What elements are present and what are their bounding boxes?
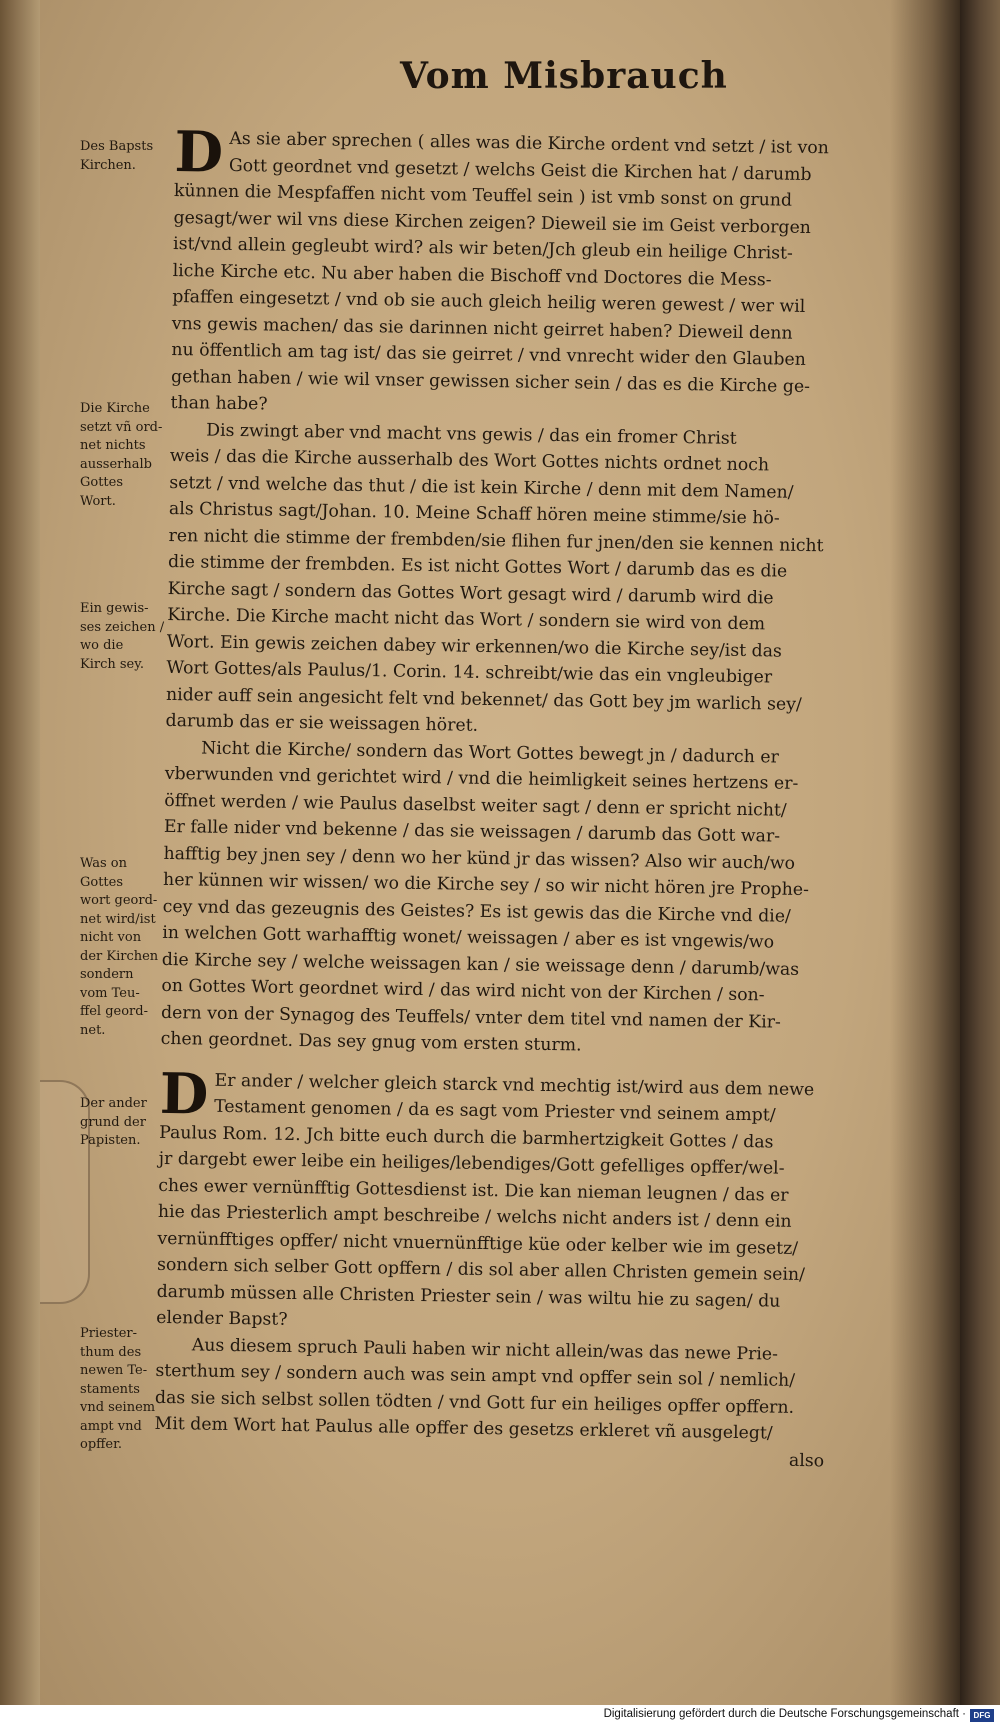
- gloss-line: Die Kirche: [80, 401, 150, 416]
- main-text: [154, 119, 855, 1475]
- text-line: die Kirche sey / welche weissagen kan / sie weissage denn / darumb/was: [161, 949, 800, 980]
- gloss-line: ffel geord-: [80, 1004, 148, 1019]
- text-line: künnen die Mespfaffen nicht vom Teuffel sein ) ist vmb sonst on grund: [173, 180, 793, 211]
- paragraph-1: [170, 119, 854, 427]
- text-line: vns gewis machen/ das sie darinnen nicht geirret haben? Dieweil denn: [171, 313, 793, 344]
- marginal-gloss: [80, 1095, 175, 1151]
- text-line: die stimme der frembden. Es ist nicht Gottes Wort / darumb das es die: [167, 551, 788, 582]
- gloss-line: Priester-: [80, 1326, 138, 1341]
- marginal-gloss: [80, 600, 175, 674]
- text-line: sondern sich selber Gott opffern / dis sol aber allen Christen gemein sein/: [156, 1254, 806, 1286]
- text-line: vberwunden vnd gerichtet wird / vnd die heimligkeit seines hertzens er-: [164, 763, 799, 794]
- gloss-line: nicht von: [80, 930, 142, 945]
- text-line: Mit dem Wort hat Paulus alle opffer des gesetzs erkleret vñ ausgelegt/: [154, 1413, 773, 1444]
- text-line: setzt / vnd welche das thut / die ist kein Kirche / denn mit dem Namen/: [169, 472, 794, 503]
- gloss-line: net nichts: [80, 438, 146, 453]
- marginal-gloss: [80, 855, 175, 1040]
- text-line: Nicht die Kirche/ sondern das Wort Gottes bewegt jn / dadurch er: [201, 737, 779, 768]
- gloss-line: ausserhalb: [80, 456, 152, 472]
- text-line: As sie aber sprechen ( alles was die Kirche ordent vnd setzt / ist von: [229, 128, 829, 159]
- gloss-line: Kirch sey.: [80, 656, 144, 672]
- drop-cap: D: [159, 1060, 209, 1128]
- text-line: dern von der Synagog des Teuffels/ vnter dem titel vnd namen der Kir-: [160, 1002, 781, 1033]
- text-line: than habe?: [170, 392, 268, 415]
- dfg-logo: DFG: [970, 1709, 994, 1722]
- text-line: Dis zwingt aber vnd macht vns gewis / das ein fromer Christ: [206, 420, 737, 449]
- marginal-gloss: [80, 138, 175, 175]
- text-line: öffnet werden / wie Paulus daselbst weiter sagt / denn er spricht nicht/: [164, 790, 787, 821]
- text-line: Paulus Rom. 12. Jch bitte euch durch die barmhertzigkeit Gottes / das: [159, 1122, 774, 1153]
- running-head: Vom Misbrauch: [400, 55, 728, 97]
- text-line: das sie sich selbst sollen tödten / vnd Gott fur ein heiliges opffer opffern.: [154, 1387, 795, 1418]
- gloss-line: der Kirchen: [80, 948, 159, 964]
- gutter-shadow: [890, 0, 960, 1705]
- text-line: Testament genomen / da es sagt vom Priester vnd seinem ampt/: [213, 1096, 776, 1126]
- text-line: Er falle nider vnd bekenne / das sie weissagen / darumb das Gott war-: [163, 816, 781, 847]
- gloss-line: ses zeichen /: [80, 619, 165, 635]
- text-line: sterthum sey / sondern auch was sein ampt vnd opffer sein sol / nemlich/: [155, 1360, 796, 1391]
- text-line: Wort Gottes/als Paulus/1. Corin. 14. schreibt/wie das ein vngleubiger: [166, 657, 773, 688]
- text-line: Gott geordnet vnd gesetzt / welchs Geist die Kirchen hat / darumb: [228, 155, 812, 185]
- gloss-line: newen Te-: [80, 1363, 148, 1378]
- gloss-line: Gottes: [80, 874, 124, 890]
- text-line: Kirche sagt / sondern das Gottes Wort gesagt wird / darumb wird die: [167, 578, 774, 608]
- text-line: weis / das die Kirche ausserhalb des Wort Gottes nichts ordnet noch: [169, 445, 770, 476]
- text-line: hafftig bey jnen sey / denn wo her künd jr das wissen? Also wir auch/wo: [163, 843, 796, 874]
- text-line: gesagt/wer wil vns diese Kirchen zeigen? Dieweil sie im Geist verborgen: [173, 207, 812, 238]
- text-line: darumb das er sie weissagen höret.: [165, 710, 479, 736]
- text-line: her künnen wir wissen/ wo die Kirche sey / so wir nicht hören jre Prophe-: [162, 869, 810, 901]
- text-line: darumb müssen alle Christen Priester sein / was wiltu hie zu sagen/ du: [156, 1281, 781, 1312]
- text-line: vernünfftiges opffer/ nicht vnuernünfftige küe oder kelber wie im gesetz/: [157, 1228, 799, 1259]
- text-line: jr dargebt ewer leibe ein heiliges/lebendiges/Gott gefelliges opffer/wel-: [158, 1148, 785, 1179]
- funding-credit: Digitalisierung gefördert durch die Deutsche Forschungsgemeinschaft ·: [603, 1708, 966, 1720]
- marginal-gloss: [80, 400, 175, 511]
- drop-cap: D: [174, 119, 224, 186]
- gloss-line: wort geord-: [80, 893, 158, 908]
- text-line: Er ander / welcher gleich starck vnd mechtig ist/wird aus dem newe: [214, 1070, 815, 1100]
- gloss-line: sondern: [80, 967, 134, 982]
- text-line: gethan haben / wie wil vnser gewissen sicher sein / das es die Kirche ge-: [170, 366, 811, 397]
- text-line: ist/vnd allein gegleubt wird? als wir beten/Jch gleub ein heilige Christ-: [172, 233, 793, 264]
- text-line: nider auff sein angesicht felt vnd bekennet/ das Gott bey jm warlich sey/: [165, 684, 802, 715]
- gloss-line: Papisten.: [80, 1133, 141, 1148]
- gloss-line: Wort.: [80, 493, 116, 509]
- gloss-line: opffer.: [80, 1437, 122, 1452]
- gloss-line: Gottes: [80, 475, 124, 490]
- footer-bar: [0, 1705, 1000, 1726]
- gloss-line: net.: [80, 1022, 106, 1038]
- gloss-line: thum des: [80, 1344, 142, 1360]
- paragraph-3: [160, 734, 845, 1063]
- text-line: ren nicht die stimme der frembden/sie flihen fur jnen/den sie kennen nicht: [168, 525, 824, 556]
- text-line: Aus diesem spruch Pauli haben wir nicht allein/was das newe Prie-: [191, 1334, 779, 1365]
- gloss-line: Des Bapsts: [80, 139, 154, 154]
- text-line: ches ewer vernünfftig Gottesdienst ist. Die kan nieman leugnen / das er: [158, 1175, 789, 1206]
- text-line: Wort. Ein gewis zeichen dabey wir erkennen/wo die Kirche sey/ist das: [166, 631, 782, 662]
- gloss-line: Kirchen.: [80, 157, 136, 173]
- gloss-line: wo die: [80, 638, 124, 653]
- marginal-gloss: [80, 1325, 175, 1455]
- gloss-line: staments: [80, 1381, 140, 1397]
- gloss-line: net wird/ist: [80, 911, 156, 927]
- gloss-line: Der ander: [80, 1096, 147, 1111]
- text-line: on Gottes Wort geordnet wird / das wird nicht von der Kirchen / son-: [161, 975, 765, 1006]
- text-line: cey vnd das gezeugnis des Geistes? Es ist gewis das die Kirche vnd die/: [162, 896, 791, 927]
- text-line: als Christus sagt/Johan. 10. Meine Schaff hören meine stimme/sie hö-: [168, 498, 780, 529]
- text-line: liche Kirche etc. Nu aber haben die Bischoff vnd Doctores die Mess-: [172, 260, 772, 290]
- gloss-line: vom Teu-: [80, 985, 140, 1001]
- text-line: in welchen Gott warhafftig wonet/ weissagen / aber es ist vngewis/wo: [162, 922, 775, 953]
- gloss-line: setzt vñ ord-: [80, 419, 163, 435]
- facing-page-edge: [960, 0, 1000, 1705]
- gloss-line: vnd seinem: [80, 1400, 156, 1415]
- text-line: pfaffen eingesetzt / vnd ob sie auch gleich heilig weren gewest / wer wil: [172, 286, 806, 317]
- gloss-line: ampt vnd: [80, 1418, 142, 1434]
- gloss-line: Was on: [80, 856, 127, 871]
- gloss-line: grund der: [80, 1114, 146, 1130]
- text-line: elender Bapst?: [156, 1307, 288, 1330]
- text-line: chen geordnet. Das sey gnug vom ersten sturm.: [160, 1028, 582, 1056]
- paragraph-4: [156, 1060, 840, 1342]
- text-line: hie das Priesterlich ampt beschreibe / welchs nicht anders ist / denn ein: [157, 1201, 792, 1232]
- catchword: also: [788, 1450, 825, 1471]
- paragraph-2: [165, 416, 850, 745]
- text-line: Kirche. Die Kirche macht nicht das Wort / sondern sie wird von dem: [167, 604, 766, 635]
- gloss-line: Ein gewis-: [80, 601, 149, 616]
- book-spine-edge: [0, 0, 40, 1726]
- text-line: nu öffentlich am tag ist/ das sie geirret / vnd vnrecht wider den Glauben: [171, 339, 806, 370]
- paragraph-5: [154, 1331, 836, 1474]
